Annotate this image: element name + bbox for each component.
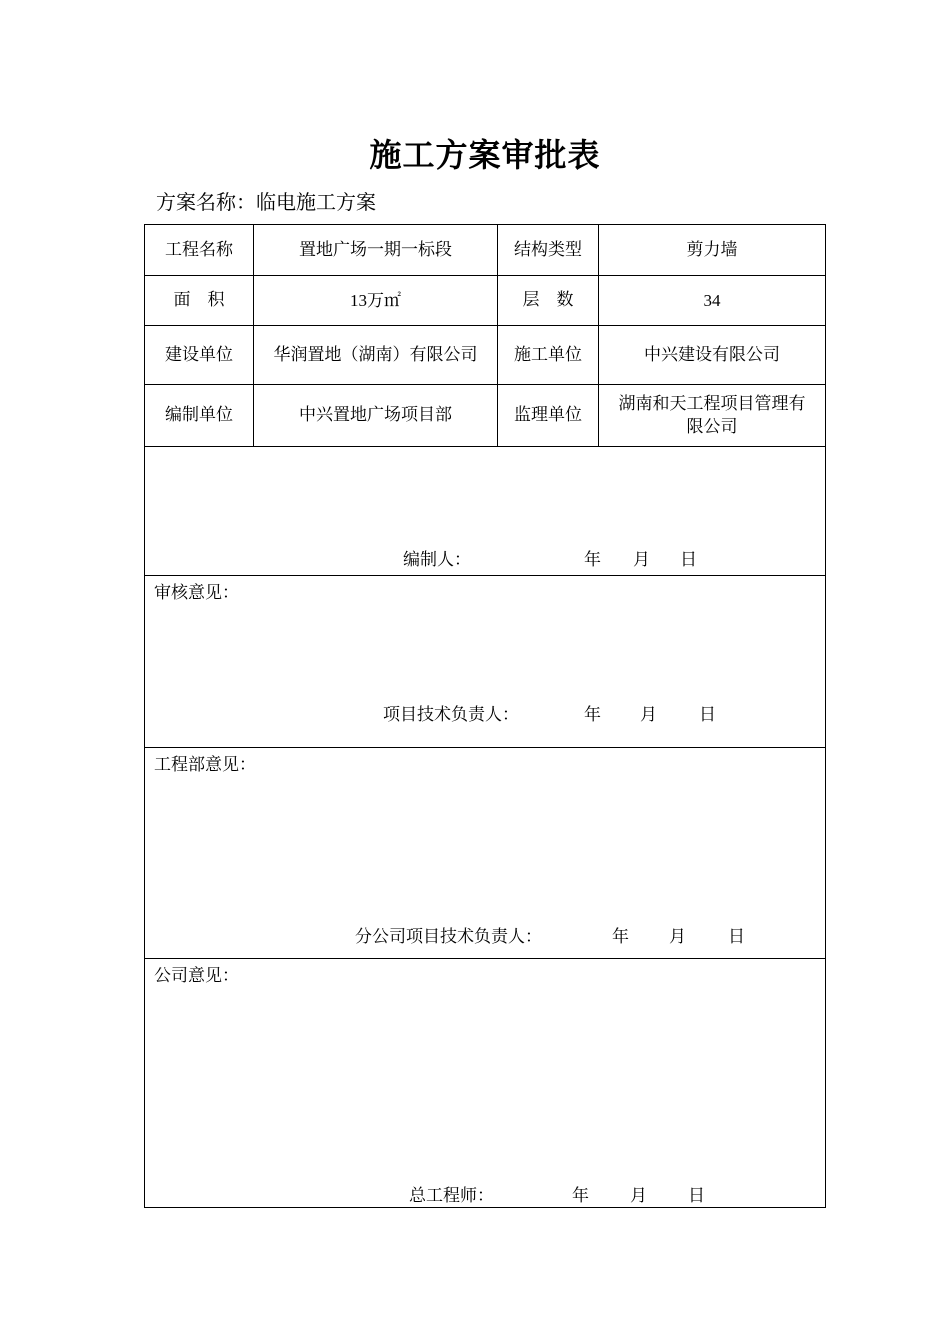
contractor-unit-label: 施工单位 xyxy=(498,326,599,385)
company-opinion-label: 公司意见： xyxy=(154,966,239,986)
info-row-area xyxy=(145,276,826,326)
compiler-unit-label: 编制单位 xyxy=(145,385,254,447)
project-name-label: 工程名称 xyxy=(145,225,254,276)
floors-label: 层 数 xyxy=(498,276,599,326)
project-name-value: 置地广场一期一标段 xyxy=(254,225,498,276)
info-row-project xyxy=(145,225,826,276)
info-row-compiler xyxy=(145,385,826,447)
engineering-section xyxy=(145,748,826,959)
scheme-name-line xyxy=(156,186,376,215)
owner-unit-label: 建设单位 xyxy=(145,326,254,385)
company-day-label: 日 xyxy=(688,1186,705,1206)
compile-month-label: 月 xyxy=(633,550,650,570)
area-label: 面 积 xyxy=(145,276,254,326)
page-title: 施工方案审批表 xyxy=(369,136,601,174)
compile-section xyxy=(145,447,826,576)
company-signer-label: 总工程师： xyxy=(409,1186,494,1206)
review-section xyxy=(145,576,826,748)
owner-unit-value: 华润置地（湖南）有限公司 xyxy=(254,326,498,385)
area-value: 13万㎡ xyxy=(254,276,498,326)
scheme-name-value: 临电施工方案 xyxy=(256,190,376,214)
scheme-name-label: 方案名称： xyxy=(156,190,256,214)
compile-year-label: 年 xyxy=(584,550,601,570)
engineering-year-label: 年 xyxy=(612,927,629,947)
structure-type-label: 结构类型 xyxy=(498,225,599,276)
engineering-month-label: 月 xyxy=(669,927,686,947)
contractor-unit-value: 中兴建设有限公司 xyxy=(599,326,826,385)
review-month-label: 月 xyxy=(640,705,657,725)
compile-day-label: 日 xyxy=(680,550,697,570)
compile-signer-label: 编制人： xyxy=(403,550,471,570)
company-month-label: 月 xyxy=(630,1186,647,1206)
structure-type-value: 剪力墙 xyxy=(599,225,826,276)
company-section xyxy=(145,959,826,1208)
review-signer-label: 项目技术负责人： xyxy=(383,705,519,725)
supervisor-unit-value: 湖南和天工程项目管理有限公司 xyxy=(599,385,826,447)
engineering-day-label: 日 xyxy=(728,927,745,947)
floors-value: 34 xyxy=(599,276,826,326)
info-row-owner xyxy=(145,326,826,385)
engineering-opinion-label: 工程部意见： xyxy=(154,755,256,775)
supervisor-unit-label: 监理单位 xyxy=(498,385,599,447)
compiler-unit-value: 中兴置地广场项目部 xyxy=(254,385,498,447)
review-opinion-label: 审核意见： xyxy=(154,583,239,603)
engineering-signer-label: 分公司项目技术负责人： xyxy=(355,927,542,947)
review-year-label: 年 xyxy=(584,705,601,725)
review-day-label: 日 xyxy=(699,705,716,725)
company-year-label: 年 xyxy=(572,1186,589,1206)
approval-form-table xyxy=(144,224,826,1208)
